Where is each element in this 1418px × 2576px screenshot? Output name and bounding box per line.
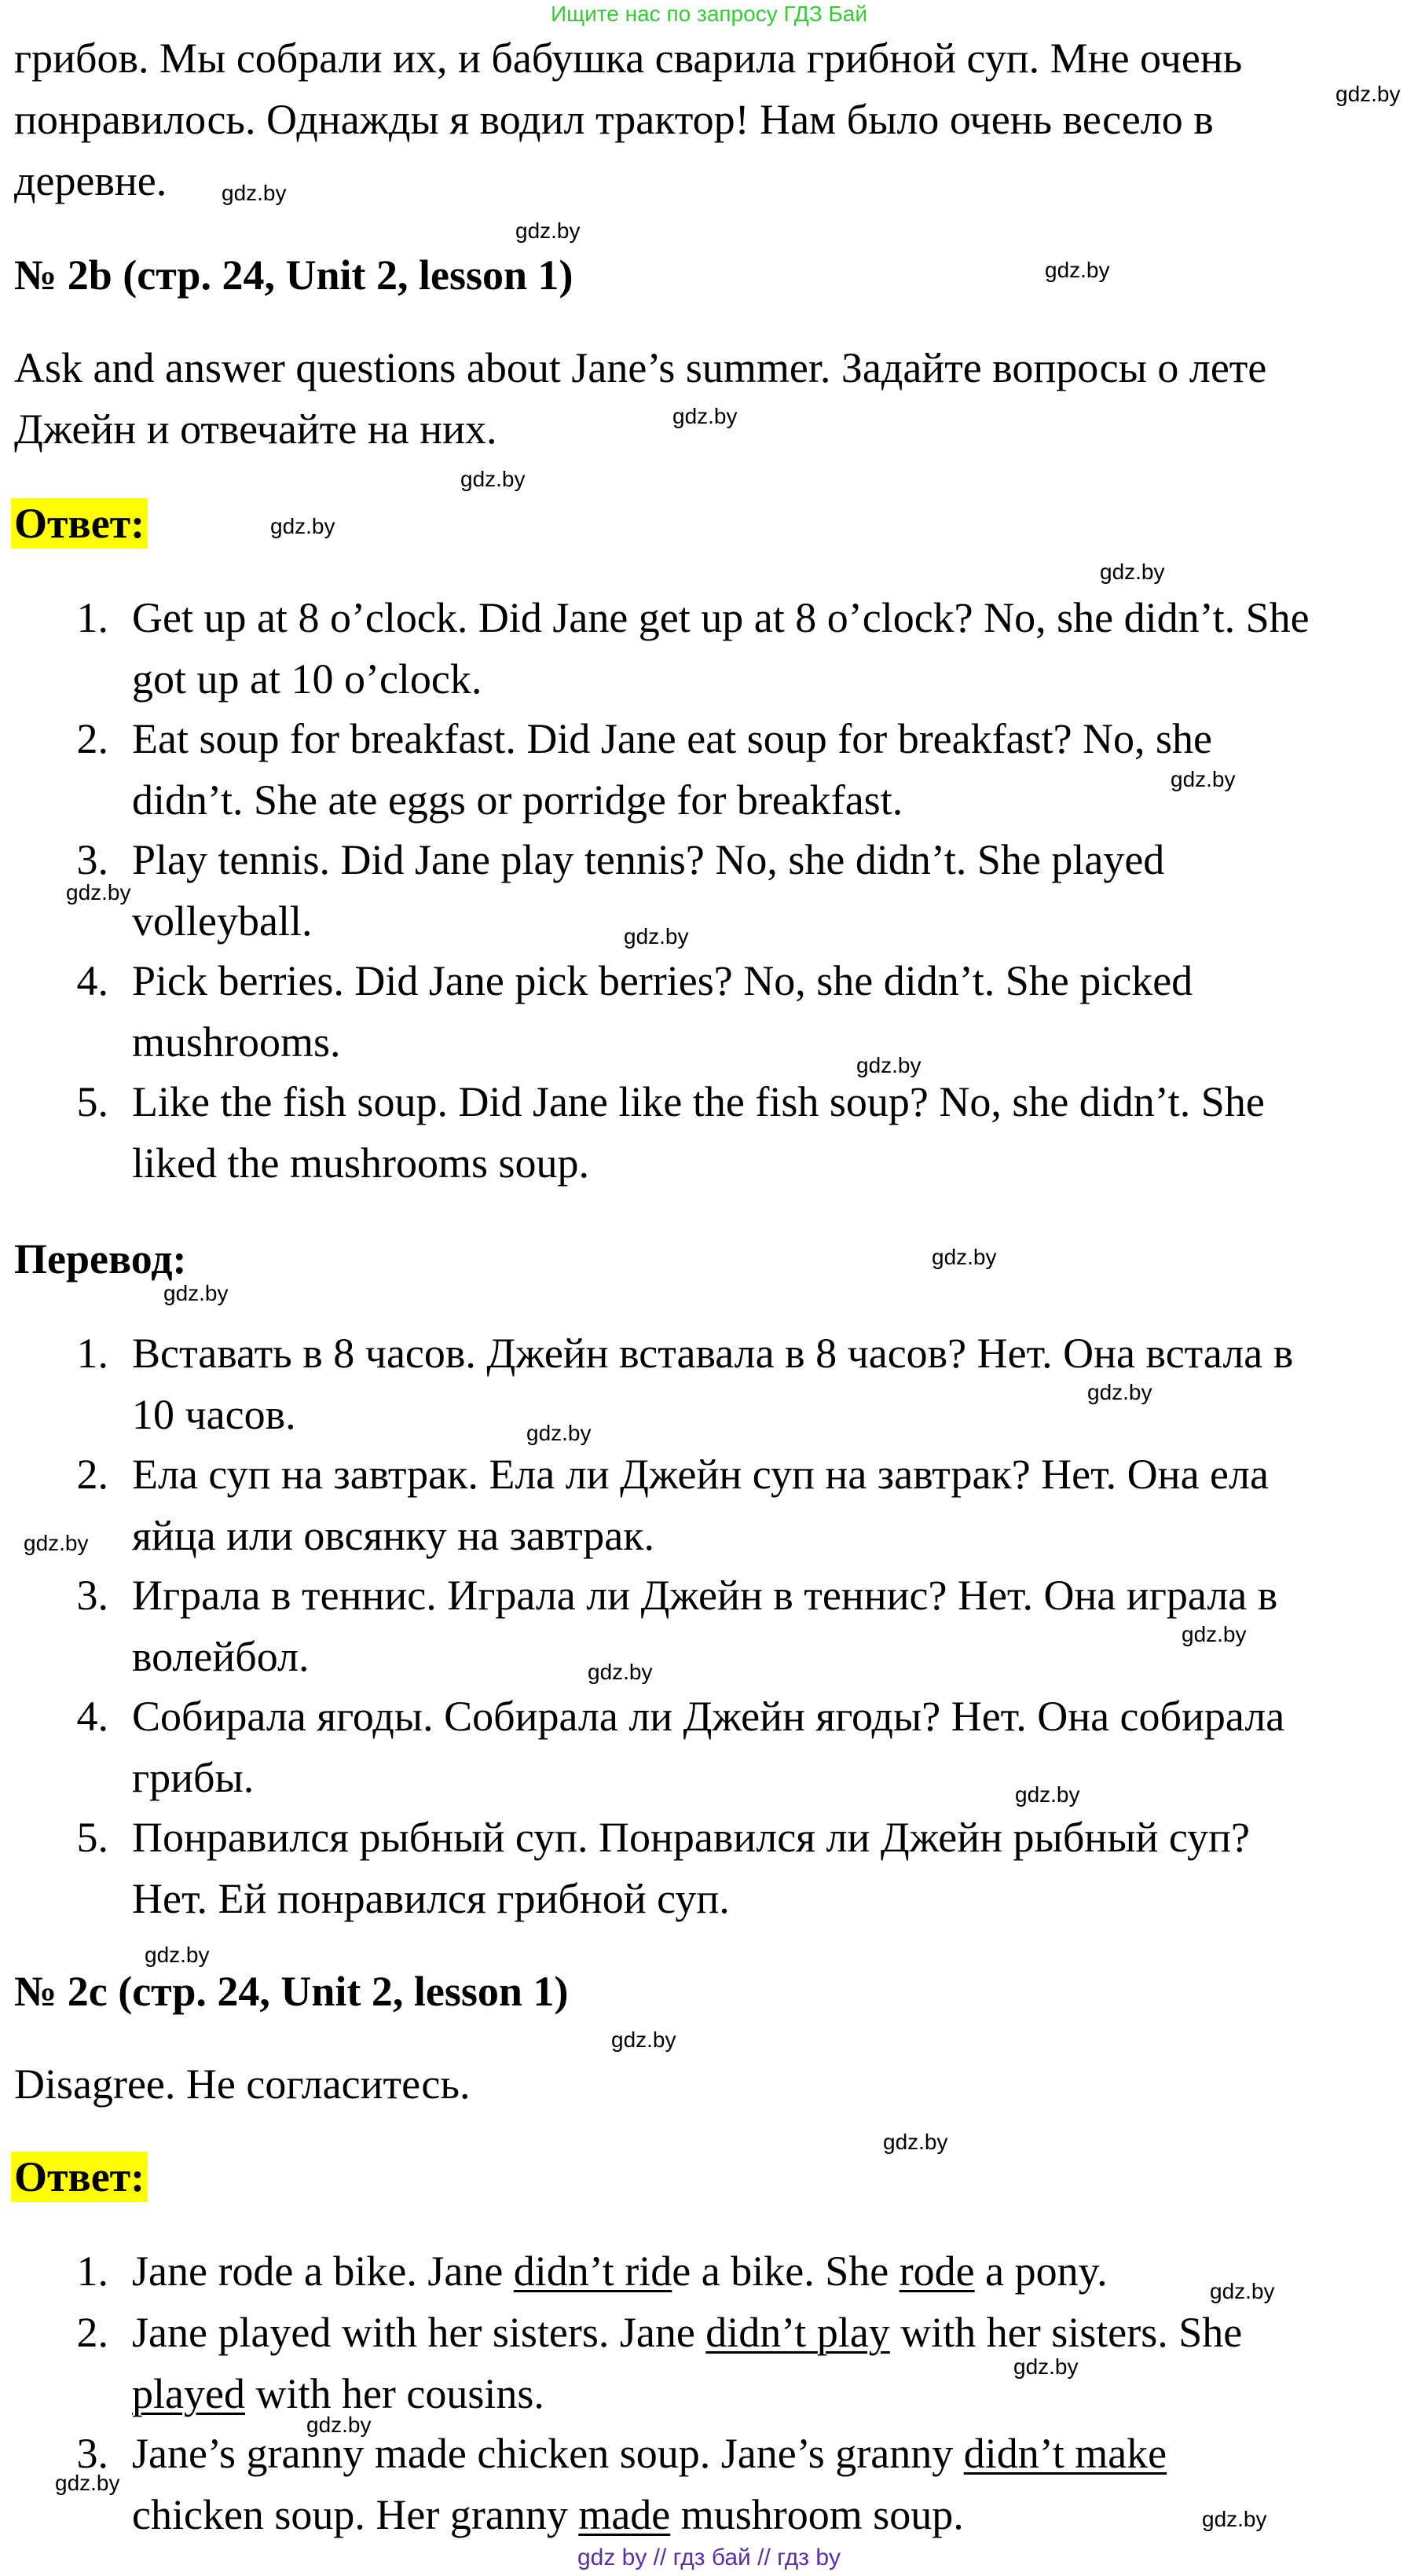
answer-label: Ответ: — [11, 498, 148, 549]
watermark: gdz.by — [66, 880, 131, 905]
answer-number: 2. — [76, 715, 108, 762]
answer-line — [132, 2246, 1108, 2296]
answer-label-wrapper — [11, 498, 148, 549]
translation-line: яйца или овсянку на завтрак. — [132, 1512, 654, 1559]
translation-line: Собирала ягоды. Собирала ли Джейн ягоды? Нет. Она собирала — [132, 1693, 1285, 1740]
answer-line: got up at 10 o’clock. — [132, 655, 482, 703]
underlined-text: made — [578, 2491, 671, 2538]
watermark: gdz.by — [1210, 2279, 1275, 2303]
watermark: gdz.by — [515, 218, 581, 243]
watermark: gdz.by — [306, 2413, 372, 2437]
text: chicken soup. Her granny — [132, 2491, 579, 2538]
watermark: gdz.by — [270, 514, 335, 538]
translation-number: 4. — [76, 1693, 108, 1740]
underlined-text: rode — [899, 2248, 975, 2295]
translation-line: Нет. Ей понравился грибной суп. — [132, 1875, 730, 1922]
text: Jane rode a bike. Jane — [132, 2248, 514, 2295]
footer-links[interactable]: gdz by // гдз бай // гдз by — [577, 2545, 841, 2570]
answer-number: 4. — [76, 957, 108, 1004]
watermark: gdz.by — [588, 1660, 653, 1684]
underlined-text: played — [132, 2370, 245, 2417]
text: a pony. — [974, 2248, 1108, 2295]
section-2b-task-2: Джейн и отвечайте на них. — [14, 405, 497, 453]
watermark: gdz.by — [1087, 1380, 1152, 1404]
text: e a bike. She — [672, 2248, 900, 2295]
text: mushroom soup. — [670, 2491, 964, 2538]
translation-line: грибы. — [132, 1754, 255, 1801]
answer-number: 1. — [76, 2248, 108, 2295]
answer-line: Pick berries. Did Jane pick berries? No, she didn’t. She picked — [132, 957, 1193, 1004]
answer-line: Get up at 8 o’clock. Did Jane get up at 8 o’clock? No, she didn’t. She — [132, 594, 1310, 641]
section-2c-title: № 2c (стр. 24, Unit 2, lesson 1) — [14, 1968, 569, 2015]
watermark: gdz.by — [672, 404, 738, 428]
answer-line: Like the fish soup. Did Jane like the fish soup? No, she didn’t. She — [132, 1078, 1265, 1125]
answer-line: Play tennis. Did Jane play tennis? No, she didn’t. She played — [132, 836, 1165, 883]
watermark: gdz.by — [24, 1531, 89, 1555]
underlined-text: didn’t play — [705, 2309, 890, 2356]
watermark: gdz.by — [1045, 258, 1110, 282]
intro-line-1: грибов. Мы собрали их, и бабушка сварила грибной суп. Мне очень — [14, 35, 1243, 82]
answer-line: volleyball. — [132, 897, 313, 945]
answer-line — [132, 2369, 544, 2419]
intro-line-2: понравилось. Однажды я водил трактор! Нам было очень весело в — [14, 96, 1214, 143]
watermark: gdz.by — [460, 467, 526, 491]
translation-line: Играла в теннис. Играла ли Джейн в теннис? Нет. Она играла в — [132, 1572, 1278, 1619]
watermark: gdz.by — [611, 2027, 676, 2052]
section-2b-title: № 2b (стр. 24, Unit 2, lesson 1) — [14, 251, 573, 299]
translation-number: 3. — [76, 1572, 108, 1619]
text: Jane played with her sisters. Jane — [132, 2309, 706, 2356]
answer-line — [132, 2490, 964, 2540]
answer-line: didn’t. She ate eggs or porridge for breakfast. — [132, 776, 903, 824]
answer-line: liked the mushrooms soup. — [132, 1139, 589, 1187]
watermark: gdz.by — [1015, 1782, 1080, 1807]
watermark: gdz.by — [1100, 560, 1165, 584]
translation-line: Ела суп на завтрак. Ела ли Джейн суп на завтрак? Нет. Она ела — [132, 1451, 1269, 1498]
translation-line: Понравился рыбный суп. Понравился ли Джейн рыбный суп? — [132, 1814, 1251, 1861]
translation-label: Перевод: — [14, 1235, 187, 1282]
watermark: gdz.by — [856, 1053, 922, 1077]
watermark: gdz.by — [624, 924, 689, 949]
watermark: gdz.by — [1013, 2354, 1079, 2379]
answer-line: Eat soup for breakfast. Did Jane eat soup for breakfast? No, she — [132, 715, 1213, 762]
watermark: gdz.by — [526, 1421, 592, 1445]
watermark: gdz.by — [163, 1281, 229, 1305]
translation-number: 1. — [76, 1330, 108, 1377]
answer-line — [132, 2307, 1242, 2358]
watermark: gdz.by — [932, 1245, 997, 1269]
answer-label: Ответ: — [11, 2152, 148, 2202]
answer-number: 2. — [76, 2309, 108, 2356]
text: with her cousins. — [244, 2370, 544, 2417]
top-banner: Ищите нас по запросу ГДЗ Бай — [550, 2, 868, 26]
translation-line: 10 часов. — [132, 1391, 296, 1438]
translation-line: волейбол. — [132, 1633, 310, 1680]
watermark: gdz.by — [1202, 2507, 1267, 2531]
watermark: gdz.by — [55, 2471, 120, 2495]
answer-number: 3. — [76, 2430, 108, 2477]
answer-number: 5. — [76, 1078, 108, 1125]
watermark: gdz.by — [145, 1943, 210, 1967]
intro-line-3: деревне. — [14, 157, 167, 204]
watermark: gdz.by — [222, 181, 287, 205]
translation-line: Вставать в 8 часов. Джейн вставала в 8 часов? Нет. Она встала в — [132, 1330, 1294, 1377]
text: with her sisters. She — [889, 2309, 1243, 2356]
underlined-text: didn’t rid — [513, 2248, 672, 2295]
section-2c-task: Disagree. Не согласитесь. — [14, 2060, 471, 2108]
watermark: gdz.by — [1336, 82, 1401, 106]
watermark: gdz.by — [1171, 767, 1236, 791]
section-2b-task-1: Ask and answer questions about Jane’s summer. Задайте вопросы о лете — [14, 344, 1267, 391]
answer-number: 3. — [76, 836, 108, 883]
text: Jane’s granny made chicken soup. Jane’s granny — [132, 2430, 964, 2477]
watermark: gdz.by — [1182, 1622, 1247, 1646]
underlined-text: didn’t make — [963, 2430, 1167, 2477]
answer-number: 1. — [76, 594, 108, 641]
watermark: gdz.by — [883, 2130, 948, 2154]
translation-number: 5. — [76, 1814, 108, 1861]
answer-line — [132, 2428, 1167, 2479]
answer-label-wrapper — [11, 2152, 148, 2202]
answer-line: mushrooms. — [132, 1018, 341, 1066]
translation-number: 2. — [76, 1451, 108, 1498]
